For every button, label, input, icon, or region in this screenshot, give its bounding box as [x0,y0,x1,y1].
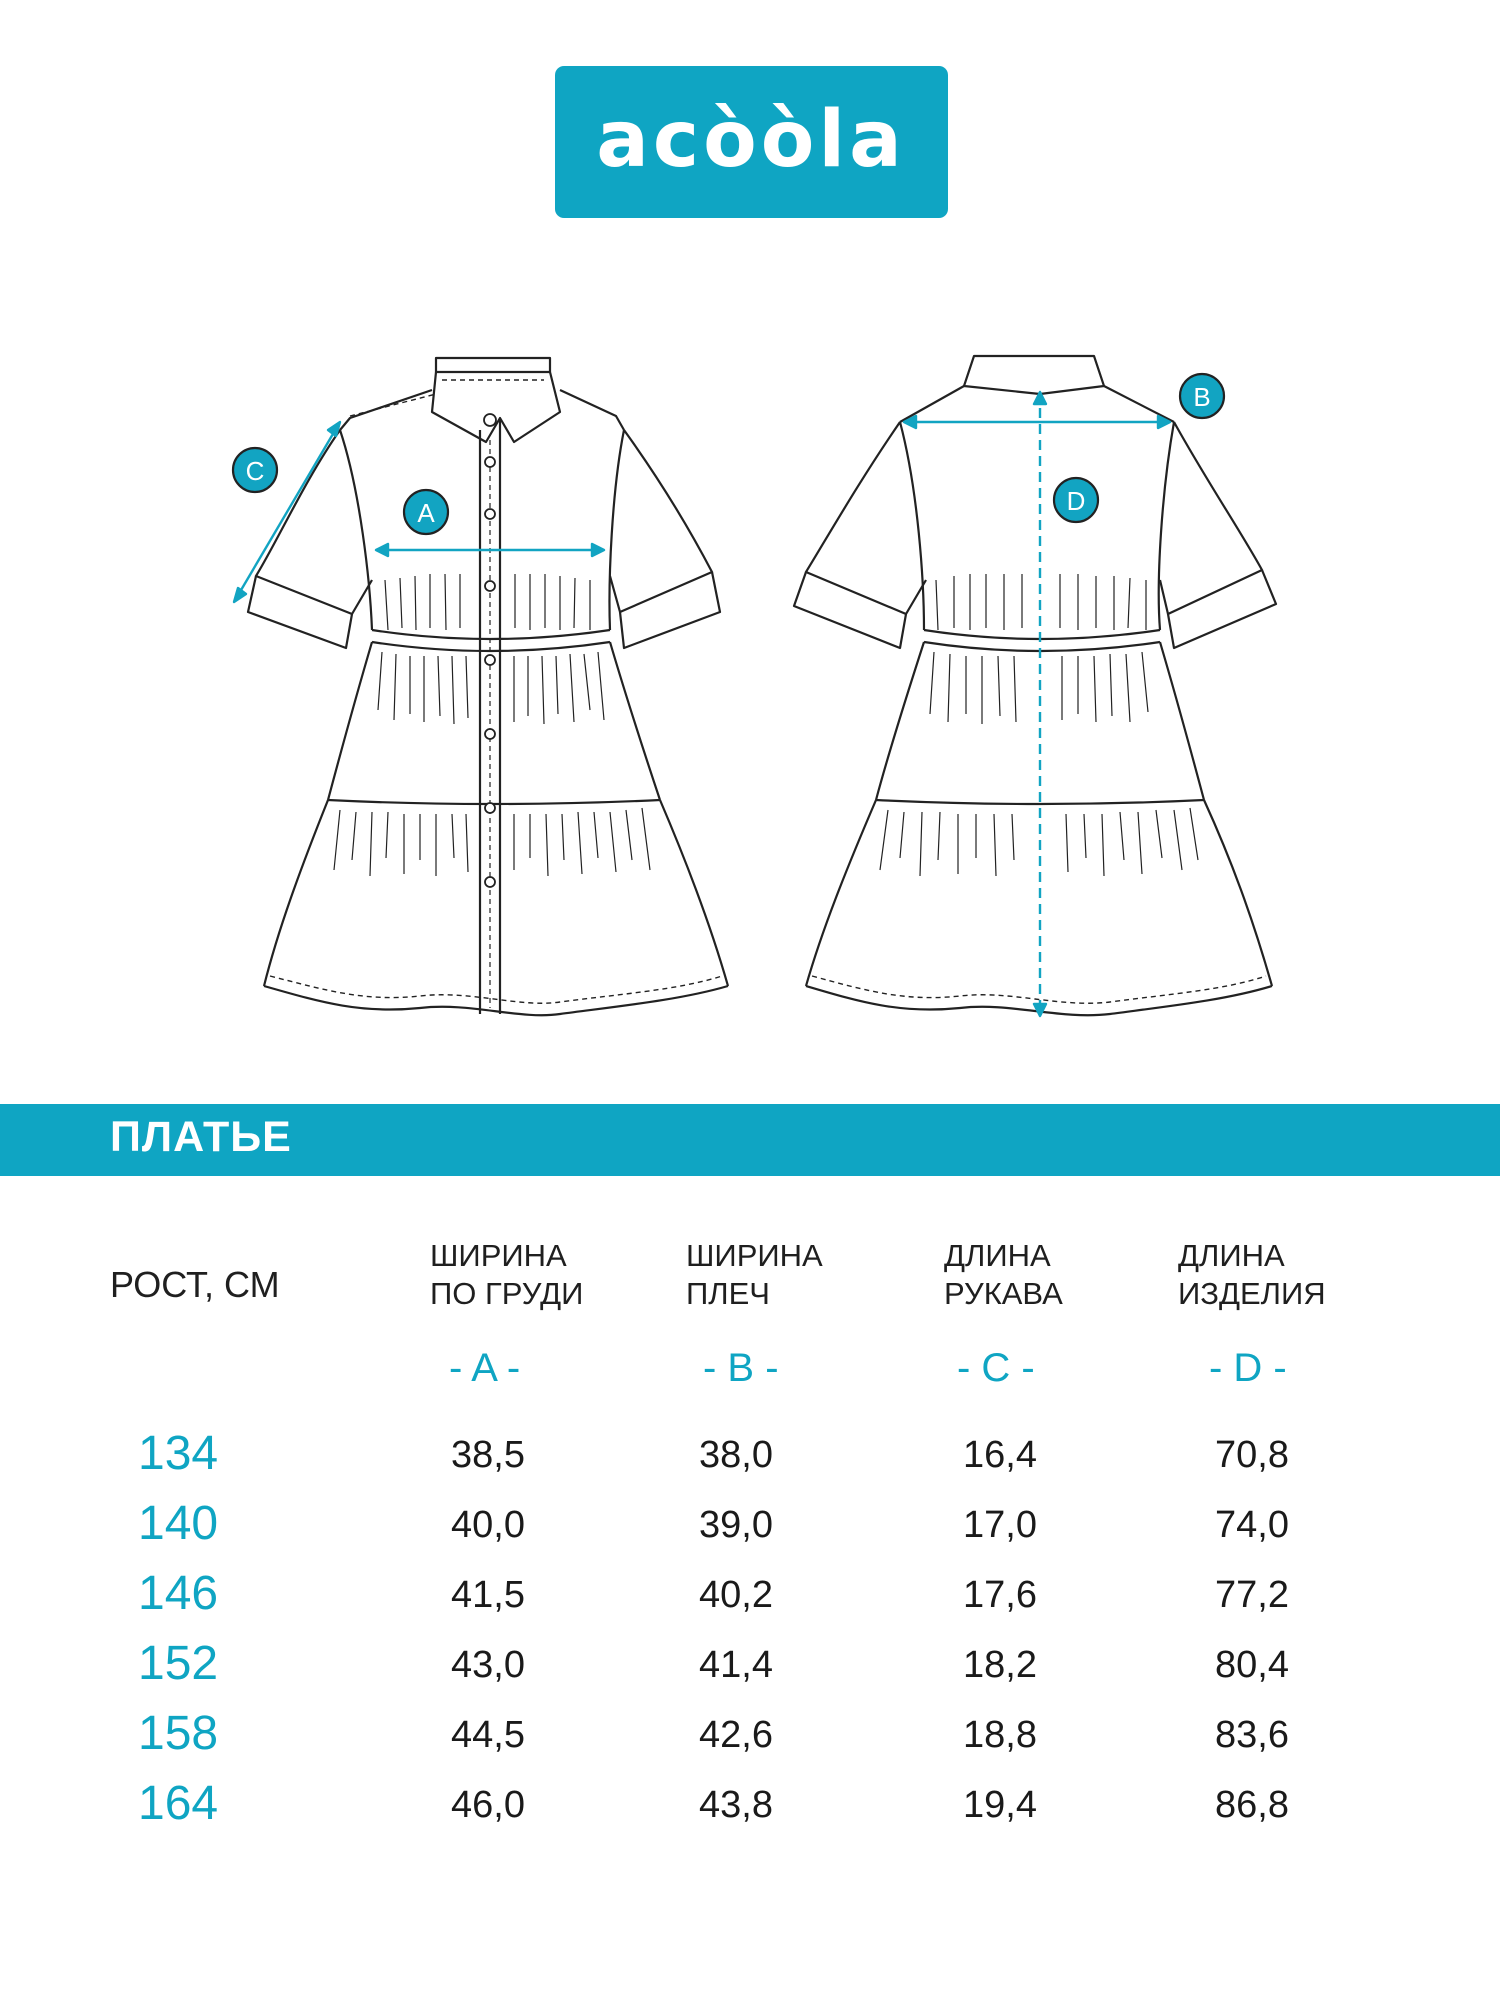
brand-logo [555,66,948,218]
label-c: C [245,456,265,486]
table-cell: 46,0 [451,1784,525,1826]
col-header-line: ИЗДЕЛИЯ [1178,1276,1326,1311]
table-cell: 18,2 [963,1644,1037,1686]
col-header-shoulders [686,1237,823,1313]
row-height: 164 [138,1777,219,1830]
table-cell: 70,8 [1215,1434,1289,1476]
table-cell: 18,8 [963,1714,1037,1756]
table-cell: 19,4 [963,1784,1037,1826]
table-cell: 44,5 [451,1714,525,1756]
col-header-line: ПЛЕЧ [686,1276,770,1311]
col-code-b: - B - [703,1346,779,1390]
col-header-line: ДЛИНА [1178,1238,1285,1273]
label-a: A [417,498,435,528]
row-height: 152 [138,1637,219,1690]
col-header-line: ПО ГРУДИ [430,1276,584,1311]
table-cell: 38,0 [699,1434,773,1476]
label-b: B [1193,382,1211,412]
dress-back-view [794,356,1276,1016]
col-code-a: - A - [449,1346,521,1390]
row-height: 158 [138,1707,219,1760]
table-cell: 40,0 [451,1504,525,1546]
table-cell: 16,4 [963,1434,1037,1476]
table-cell: 86,8 [1215,1784,1289,1826]
table-cell: 83,6 [1215,1714,1289,1756]
table-cell: 80,4 [1215,1644,1289,1686]
table-cell: 38,5 [451,1434,525,1476]
table-cell: 43,8 [699,1784,773,1826]
table-cell: 43,0 [451,1644,525,1686]
row-height: 134 [138,1427,219,1480]
table-cell: 39,0 [699,1504,773,1546]
label-d: D [1066,486,1086,516]
section-title: ПЛАТЬЕ [110,1113,292,1161]
col-code-d: - D - [1209,1346,1287,1390]
col-header-line: ШИРИНА [430,1238,567,1273]
row-header: РОСТ, СМ [110,1264,280,1305]
col-code-c: - C - [957,1346,1035,1390]
dress-technical-drawing [0,330,1500,1050]
logo-text: acòòla [596,95,906,185]
table-cell: 41,4 [699,1644,773,1686]
row-height: 140 [138,1497,219,1550]
row-height: 146 [138,1567,219,1620]
col-header-chest [430,1237,583,1313]
col-header-sleeve [944,1237,1063,1313]
col-header-line: ДЛИНА [944,1238,1051,1273]
col-header-line: ШИРИНА [686,1238,823,1273]
table-cell: 77,2 [1215,1574,1289,1616]
logo-wordmark [555,66,948,218]
table-cell: 17,0 [963,1504,1037,1546]
col-header-length [1178,1237,1326,1313]
dress-front-view [233,358,728,1015]
table-cell: 74,0 [1215,1504,1289,1546]
table-cell: 17,6 [963,1574,1037,1616]
table-cell: 41,5 [451,1574,525,1616]
table-cell: 42,6 [699,1714,773,1756]
col-header-line: РУКАВА [944,1276,1063,1311]
table-cell: 40,2 [699,1574,773,1616]
